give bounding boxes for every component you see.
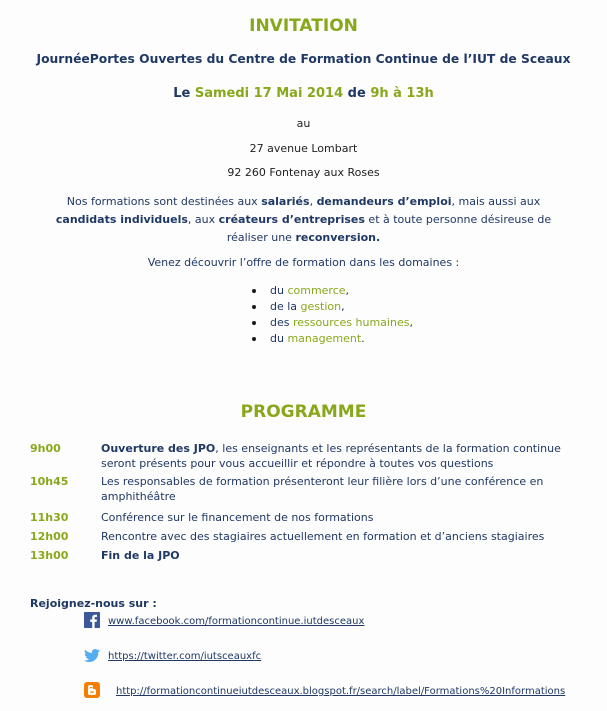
programme-time: 9h00	[30, 442, 61, 455]
programme-title: PROGRAMME	[240, 402, 367, 422]
event-day: Samedi 17 Mai 2014	[194, 86, 344, 101]
event-date-line	[0, 86, 607, 101]
programme-text: Rencontre avec des stagiaires actuellement en formation et d’anciens stagiaires	[101, 530, 545, 543]
list-item	[249, 331, 413, 347]
domain-prefix: de la	[270, 300, 301, 313]
programme-description	[101, 529, 581, 544]
address-au: au	[296, 117, 311, 130]
list-item	[249, 299, 413, 315]
domain-suffix: ,	[345, 284, 350, 297]
programme-text: Conférence sur le financement de nos formations	[101, 511, 374, 524]
blogger-icon[interactable]	[84, 682, 100, 698]
intro-paragraph	[40, 193, 567, 247]
domain-word: ressources humaines	[292, 316, 410, 329]
facebook-icon[interactable]	[84, 612, 100, 628]
intro-text: Nos formations sont destinées aux	[66, 195, 262, 208]
list-item	[249, 283, 413, 299]
twitter-icon[interactable]	[84, 647, 100, 663]
programme-time: 11h30	[30, 511, 69, 524]
intro-bold: demandeurs d’emploi	[316, 195, 452, 208]
address-street: 27 avenue Lombart	[249, 142, 358, 155]
programme-time: 10h45	[30, 475, 69, 488]
intro-text: , aux	[187, 213, 219, 226]
programme-bold: Fin de la JPO	[101, 549, 180, 562]
address-city: 92 260 Fontenay aux Roses	[227, 166, 380, 179]
programme-description	[101, 510, 581, 525]
intro-bold: créateurs d’entreprises	[218, 213, 365, 226]
domain-suffix: .	[361, 332, 365, 345]
programme-time: 13h00	[30, 549, 69, 562]
programme-text: , les enseignants et les représentants de la formation continue seront présents pour vous accueillir et répondre à toutes vos questions	[101, 442, 561, 470]
intro-text: ,	[309, 195, 317, 208]
domain-prefix: des	[270, 316, 293, 329]
twitter-link[interactable]: https://twitter.com/iutsceauxfc	[108, 651, 262, 662]
date-mid: de	[343, 86, 371, 101]
programme-description	[101, 441, 581, 471]
intro-bold: candidats individuels	[55, 213, 188, 226]
date-prefix: Le	[173, 86, 195, 101]
domain-word: commerce	[287, 284, 346, 297]
domain-prefix: du	[270, 284, 288, 297]
event-hours: 9h à 13h	[370, 86, 434, 101]
intro-text: et à toute personne désireuse de réaliser une	[226, 213, 552, 244]
event-subtitle: JournéePortes Ouvertes du Centre de Formation Continue de l’IUT de Sceaux	[36, 52, 571, 66]
blogger-link[interactable]: http://formationcontinueiutdesceaux.blogspot.fr/search/label/Formations%20Informations	[116, 686, 566, 697]
domain-word: gestion	[300, 300, 342, 313]
programme-description	[101, 548, 581, 563]
domains-intro: Venez découvrir l’offre de formation dans les domaines :	[147, 256, 460, 269]
intro-text: , mais aussi aux	[451, 195, 541, 208]
programme-text: Les responsables de formation présenteront leur filière lors d’une conférence en amphithéâtre	[101, 475, 544, 503]
programme-time: 12h00	[30, 530, 69, 543]
facebook-link[interactable]: www.facebook.com/formationcontinue.iutdesceaux	[108, 616, 365, 627]
invitation-title: INVITATION	[249, 16, 358, 36]
programme-description	[101, 474, 581, 504]
domain-suffix: ,	[341, 300, 345, 313]
list-item	[249, 315, 413, 331]
domain-word: management	[287, 332, 362, 345]
intro-bold: reconversion.	[295, 231, 381, 244]
domains-list	[249, 283, 413, 347]
intro-bold: salariés	[261, 195, 310, 208]
programme-bold: Ouverture des JPO	[101, 442, 216, 455]
join-us-heading: Rejoignez-nous sur :	[30, 597, 157, 610]
domain-suffix: ,	[409, 316, 413, 329]
domain-prefix: du	[270, 332, 288, 345]
